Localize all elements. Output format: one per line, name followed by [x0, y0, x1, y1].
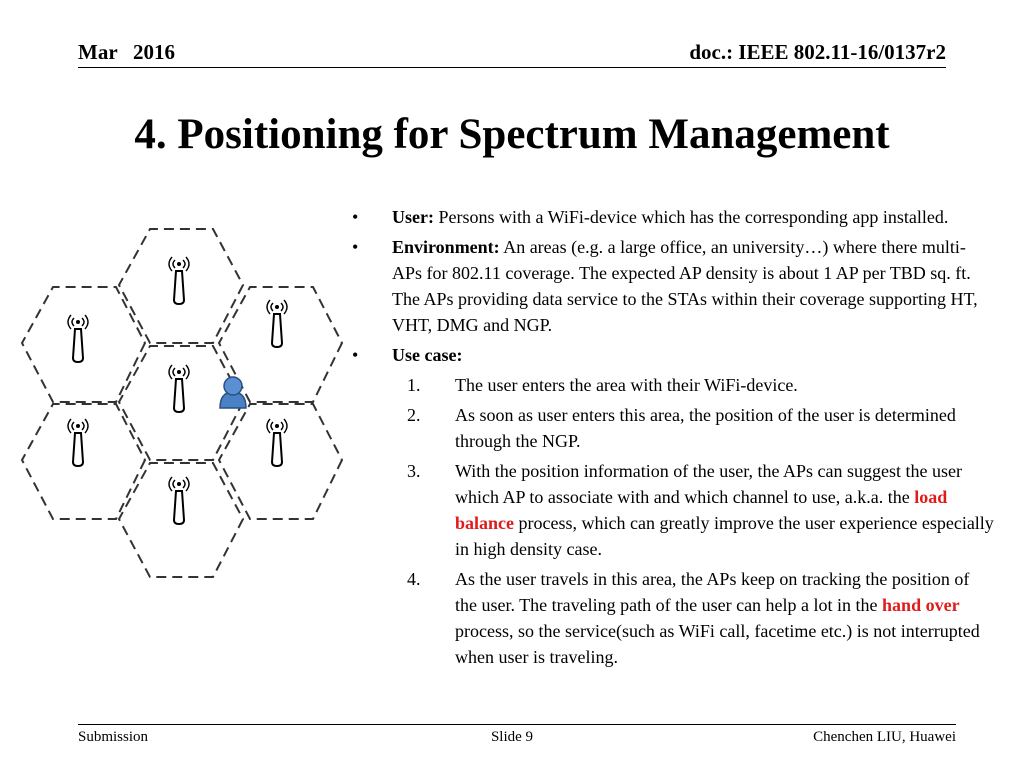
- user-text: Persons with a WiFi-device which has the corresponding app installed.: [433, 207, 949, 227]
- ap-icon-center: [169, 365, 189, 412]
- header-rule: [78, 67, 946, 68]
- ap-icon-top: [169, 257, 189, 304]
- use-case-item-2: [352, 402, 994, 454]
- ap-icon-bottom: [169, 477, 189, 524]
- slide-title: 4. Positioning for Spectrum Management: [134, 111, 890, 158]
- header-date: Mar 2016: [78, 40, 176, 64]
- user-icon: [220, 377, 246, 408]
- item-text-after: process, so the service(such as WiFi call, facetime etc.) is not interrupted when user is traveling.: [455, 621, 980, 667]
- use-case-label: Use case:: [392, 345, 463, 365]
- footer-slide-number: Slide 9: [490, 729, 534, 745]
- footer-rule: [78, 724, 956, 725]
- ap-icon-lower-left: [68, 419, 88, 466]
- bullet-marker: •: [352, 207, 359, 227]
- use-case-item-1: [352, 372, 994, 398]
- item-text-after: process, which can greatly improve the user experience especially in high density case.: [455, 513, 994, 559]
- item-text-before: With the position information of the user, the APs can suggest the user which AP to associate with and which channel to use, a.k.a. the: [455, 461, 962, 507]
- item-text-before: As the user travels in this area, the APs keep on tracking the position of the user. The traveling path of the user can help a lot in the: [455, 569, 970, 615]
- bullet-user: [352, 204, 994, 230]
- header-doc-id: doc.: IEEE 802.11-16/0137r2: [689, 40, 946, 64]
- slide-content: [352, 204, 994, 674]
- hexagonal-cell-diagram: [10, 226, 350, 582]
- use-case-item-3: [352, 458, 994, 562]
- ap-icon-upper-right: [267, 300, 287, 347]
- item-number: 4.: [407, 569, 421, 589]
- cell-hex-upper-left: [22, 287, 145, 402]
- footer-submission: Submission: [78, 729, 149, 745]
- load-balance-highlight: load balance: [455, 487, 948, 533]
- item-text: The user enters the area with their WiFi-device.: [455, 375, 798, 395]
- footer-author: Chenchen LIU, Huawei: [813, 729, 956, 745]
- user-label: User:: [392, 207, 434, 227]
- item-text: As soon as user enters this area, the position of the user is determined through the NGP.: [455, 405, 956, 451]
- ap-icon-lower-right: [267, 419, 287, 466]
- bullet-marker: •: [352, 345, 359, 365]
- bullet-marker: •: [352, 237, 359, 257]
- bullet-use-case: [352, 342, 994, 368]
- item-number: 3.: [407, 461, 421, 481]
- item-number: 1.: [407, 375, 421, 395]
- environment-label: Environment:: [392, 237, 500, 257]
- environment-text: An areas (e.g. a large office, an university…) where there multi-APs for 802.11 coverage. The expected AP density is about 1 AP per TBD sq. ft. The APs providing data service to the STAs within their coverage supporting HT, VHT, DMG and NGP.: [392, 237, 978, 335]
- item-number: 2.: [407, 405, 421, 425]
- ap-icon-upper-left: [68, 315, 88, 362]
- bullet-environment: [352, 234, 994, 338]
- use-case-item-4: [352, 566, 994, 670]
- hand-over-highlight: hand over: [882, 595, 960, 615]
